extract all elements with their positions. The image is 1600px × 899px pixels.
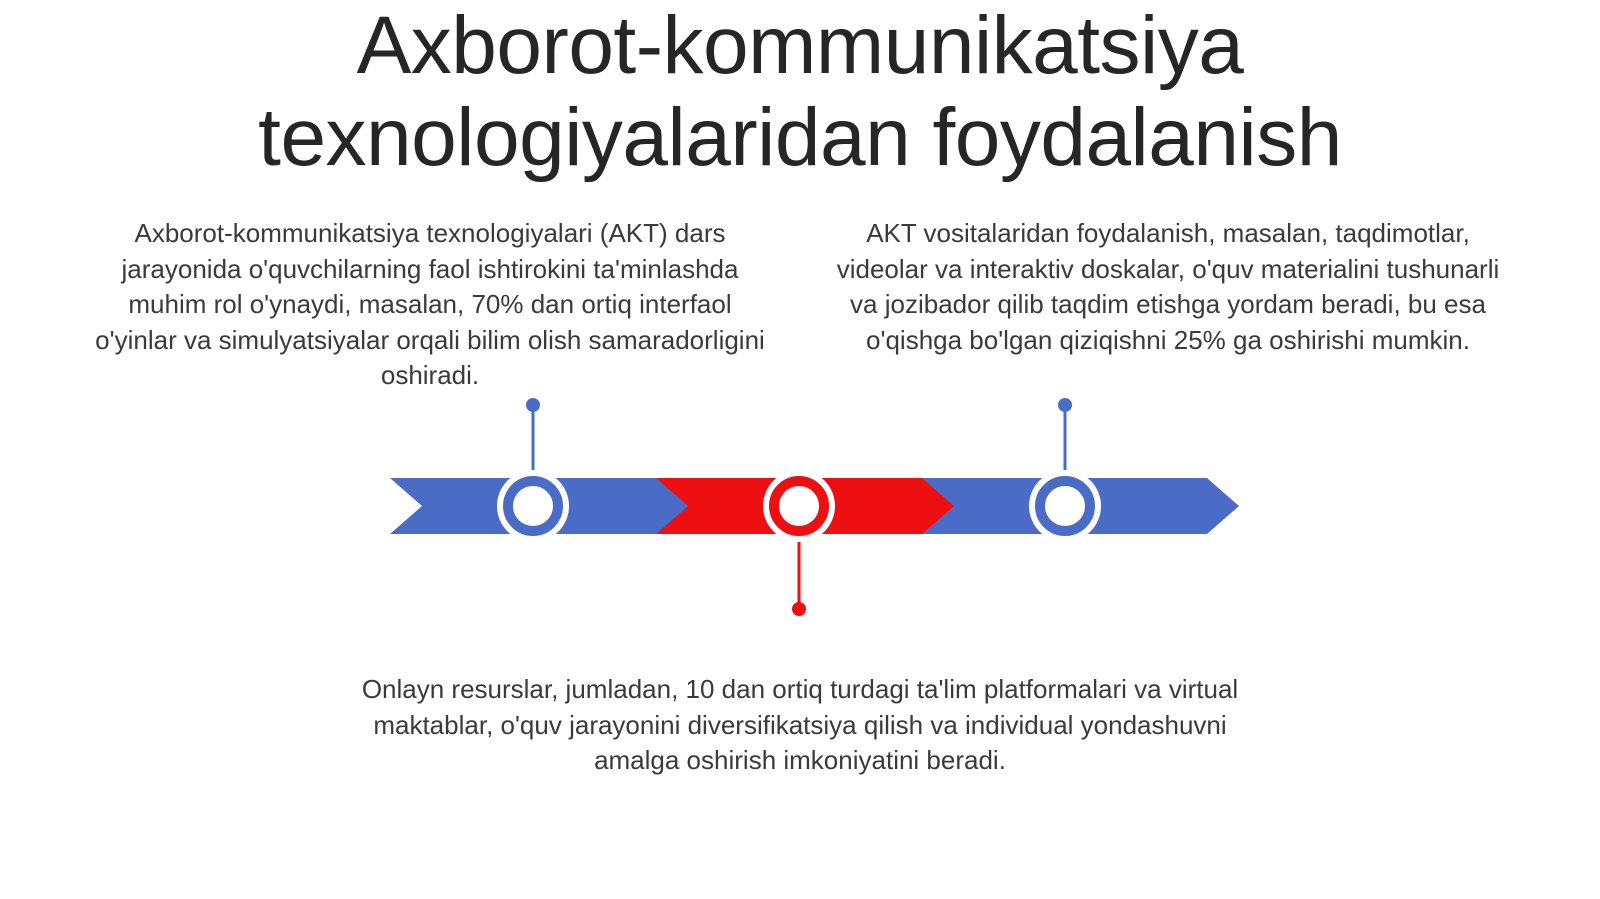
timeline-text-1: Axborot-kommunikatsiya texnologiyalari (AKT) dars jarayonida o'quvchilarning faol ishtirokini ta'minlashda muhim rol o'ynaydi, masalan, 70% dan ortiq interfaol o'yinlar va simulyatsiyalar orqali bilim olish samaradorligini oshiradi. <box>95 218 765 390</box>
timeline-marker-3 <box>1029 470 1101 542</box>
timeline-dot-3 <box>1058 398 1072 412</box>
title-line-2: texnologiyalaridan foydalanish <box>258 92 1342 183</box>
timeline-dot-2 <box>792 602 806 616</box>
timeline-marker-1 <box>497 470 569 542</box>
title-line-1: Axborot-kommunikatsiya <box>356 0 1244 91</box>
timeline-text-3: AKT vositalaridan foydalanish, masalan, taqdimotlar, videolar va interaktiv doskalar, o'quv materialini tushunarli va jozibador qilib taqdim etishga yordam beradi, bu esa o'qishga bo'lgan qiziqishni 25% ga oshirishi mumkin. <box>836 218 1500 355</box>
timeline-dot-1 <box>526 398 540 412</box>
timeline-marker-2 <box>763 470 835 542</box>
timeline-text-2: Onlayn resurslar, jumladan, 10 dan ortiq turdagi ta'lim platformalari va virtual maktablar, o'quv jarayonini diversifikatsiya qilish va individual yondashuvni amalga oshirish imkoniyatini beradi. <box>361 674 1239 775</box>
